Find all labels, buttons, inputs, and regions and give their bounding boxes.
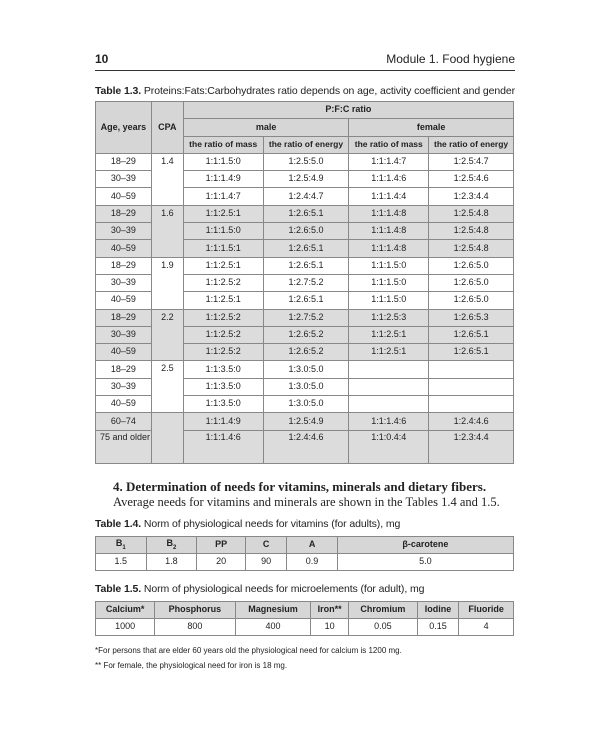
ratio-cell-m-mass: 1:1:2.5:2 [183,344,263,361]
table-row [96,413,514,430]
ratio-cell-m-energy: 1:2.5:4.9 [263,171,349,188]
age-cell: 40–59 [96,292,152,309]
cpa-cell: 1.6 [151,205,183,257]
ratio-cell-f-mass: 1:1:1.5:0 [349,274,429,291]
col-female-header: female [349,119,514,136]
ratio-cell-f-energy: 1:2.5:4.7 [429,153,514,170]
pfc-ratio-table [95,101,514,464]
col-male-header: male [183,119,349,136]
ratio-cell-m-mass: 1:1:1.4:9 [183,413,263,430]
ratio-cell-m-mass: 1:1:1.5:0 [183,153,263,170]
ratio-cell-m-mass: 1:1:3.5:0 [183,378,263,395]
male-energy-header: the ratio of energy [263,136,349,153]
page-number: 10 [95,52,109,66]
col-pfc-header: P:F:C ratio [183,102,513,119]
header-divider [95,70,515,71]
ratio-cell-m-energy: 1:2.6:5.0 [263,223,349,240]
ratio-cell-m-mass: 1:1:2.5:2 [183,274,263,291]
female-energy-header: the ratio of energy [429,136,514,153]
table-row [96,361,514,378]
cpa-cell: 1.9 [151,257,183,309]
table14-caption-text: Norm of physiological needs for vitamins (for adults), mg [143,518,401,530]
ratio-cell-f-energy: 1:2.3:4.4 [429,188,514,205]
ratio-cell-m-mass: 1:1:1.5:1 [183,240,263,257]
age-cell: 60–74 [96,413,152,430]
microelement-value: 4 [459,619,514,636]
age-cell: 40–59 [96,396,152,413]
ratio-cell-m-mass: 1:1:3.5:0 [183,361,263,378]
ratio-cell-f-energy: 1:2.6:5.0 [429,274,514,291]
microelement-header: Iodine [417,602,458,619]
vitamin-header: β-carotene [337,537,513,554]
ratio-cell-m-energy: 1:2.6:5.1 [263,205,349,222]
ratio-cell-f-energy: 1:2.6:5.0 [429,292,514,309]
ratio-cell-f-energy [429,378,514,395]
ratio-cell-f-energy: 1:2.6:5.1 [429,326,514,343]
section-intro: Average needs for vitamins and minerals are shown in the Tables 1.4 and 1.5. [113,495,500,509]
ratio-cell-f-energy: 1:2.6:5.3 [429,309,514,326]
ratio-cell-m-energy: 1:3.0:5.0 [263,361,349,378]
ratio-cell-f-mass [349,361,429,378]
age-cell: 30–39 [96,171,152,188]
microelement-header: Phosphorus [155,602,235,619]
ratio-cell-m-mass: 1:1:1.4:7 [183,188,263,205]
vitamin-value: 0.9 [287,554,338,571]
microelement-header: Iron** [311,602,349,619]
table15-caption-text: Norm of physiological needs for microelements (for adult), mg [143,583,425,595]
ratio-cell-f-energy: 1:2.5:4.6 [429,171,514,188]
male-mass-header: the ratio of mass [183,136,263,153]
section-heading: 4. Determination of needs for vitamins, minerals and dietary fibers. [113,479,487,494]
cpa-cell: 2.5 [151,361,183,413]
ratio-cell-m-mass: 1:1:1.4:6 [183,430,263,463]
ratio-cell-m-mass: 1:1:1.4:9 [183,171,263,188]
table15-caption-label: Table 1.5. [95,583,142,595]
vitamin-b1-header: $B_1$ [96,537,147,554]
vitamin-value: 1.8 [146,554,197,571]
ratio-cell-f-energy: 1:2.6:5.0 [429,257,514,274]
vitamin-value: 5.0 [337,554,513,571]
age-cell: 18–29 [96,205,152,222]
ratio-cell-f-mass: 1:1:2.5:3 [349,309,429,326]
ratio-cell-m-energy: 1:2.4:4.7 [263,188,349,205]
cpa-cell: 2.2 [151,309,183,361]
microelement-header: Fluoride [459,602,514,619]
age-cell: 30–39 [96,274,152,291]
ratio-cell-f-energy: 1:2.5:4.8 [429,205,514,222]
ratio-cell-m-energy: 1:2.6:5.1 [263,240,349,257]
table14-caption-label: Table 1.4. [95,518,142,530]
microelement-value: 0.15 [417,619,458,636]
pfc-table-body [96,153,514,463]
microelement-header: Chromium [348,602,417,619]
microelement-value: 800 [155,619,235,636]
col-age-header: Age, years [96,102,152,154]
age-cell: 30–39 [96,326,152,343]
ratio-cell-f-mass: 1:1:1.5:0 [349,257,429,274]
microelement-value: 0.05 [348,619,417,636]
module-title: Module 1. Food hygiene [386,52,515,66]
ratio-cell-m-mass: 1:1:2.5:1 [183,257,263,274]
microelement-header: Calcium* [96,602,155,619]
ratio-cell-f-mass: 1:1:1.4:6 [349,171,429,188]
vitamins-table [95,536,514,571]
table-row [96,205,514,222]
ratio-cell-f-energy: 1:2.3:4.4 [429,430,514,463]
ratio-cell-m-mass: 1:1:1.5:0 [183,223,263,240]
age-cell: 18–29 [96,153,152,170]
ratio-cell-m-energy: 1:2.6:5.2 [263,326,349,343]
age-cell: 40–59 [96,344,152,361]
vitamin-header: A [287,537,338,554]
ratio-cell-f-mass: 1:1:1.4:8 [349,223,429,240]
ratio-cell-m-energy: 1:2.6:5.1 [263,257,349,274]
ratio-cell-f-mass: 1:1:1.4:8 [349,205,429,222]
ratio-cell-m-mass: 1:1:2.5:2 [183,326,263,343]
microelement-value: 400 [235,619,311,636]
ratio-cell-f-mass: 1:1:2.5:1 [349,344,429,361]
ratio-cell-f-mass: 1:1:1.4:4 [349,188,429,205]
page-header [95,52,515,68]
ratio-cell-m-mass: 1:1:2.5:1 [183,292,263,309]
age-cell: 30–39 [96,378,152,395]
age-cell: 18–29 [96,257,152,274]
age-cell: 18–29 [96,361,152,378]
table15-caption [95,583,424,595]
ratio-cell-m-energy: 1:2.6:5.1 [263,292,349,309]
ratio-cell-m-energy: 1:2.7:5.2 [263,274,349,291]
ratio-cell-f-mass [349,378,429,395]
table-row [96,309,514,326]
ratio-cell-m-energy: 1:3.0:5.0 [263,378,349,395]
ratio-cell-f-mass [349,396,429,413]
age-cell: 40–59 [96,240,152,257]
table13-caption-label: Table 1.3. [95,85,142,97]
age-cell: 75 and older [96,430,152,463]
table14-caption [95,518,400,530]
col-cpa-header: CPA [151,102,183,154]
ratio-cell-f-mass: 1:1:0.4:4 [349,430,429,463]
vitamin-header: C [246,537,287,554]
vitamin-value: 1.5 [96,554,147,571]
ratio-cell-f-energy [429,396,514,413]
vitamin-header: PP [197,537,246,554]
ratio-cell-m-energy: 1:2.5:5.0 [263,153,349,170]
table-row [96,153,514,170]
ratio-cell-f-mass: 1:1:1.4:7 [349,153,429,170]
female-mass-header: the ratio of mass [349,136,429,153]
ratio-cell-f-energy: 1:2.5:4.8 [429,223,514,240]
ratio-cell-m-mass: 1:1:3.5:0 [183,396,263,413]
ratio-cell-f-mass: 1:1:2.5:1 [349,326,429,343]
footnote-calcium: *For persons that are elder 60 years old the physiological need for calcium is 1200 mg. [95,646,402,655]
age-cell: 40–59 [96,188,152,205]
vitamin-value: 20 [197,554,246,571]
ratio-cell-f-energy [429,361,514,378]
microelement-header: Magnesium [235,602,311,619]
ratio-cell-m-energy: 1:2.5:4.9 [263,413,349,430]
ratio-cell-m-mass: 1:1:2.5:1 [183,205,263,222]
ratio-cell-f-mass: 1:1:1.4:6 [349,413,429,430]
ratio-cell-f-energy: 1:2.6:5.1 [429,344,514,361]
microelement-value: 10 [311,619,349,636]
table13-caption-text: Proteins:Fats:Carbohydrates ratio depends on age, activity coefficient and gender [143,85,516,97]
age-cell: 18–29 [96,309,152,326]
cpa-cell: 1.4 [151,153,183,205]
microelement-value: 1000 [96,619,155,636]
ratio-cell-f-energy: 1:2.5:4.8 [429,240,514,257]
table-row [96,257,514,274]
vitamin-b2-header: $B_2$ [146,537,197,554]
ratio-cell-m-energy: 1:2.7:5.2 [263,309,349,326]
ratio-cell-f-energy: 1:2.4:4.6 [429,413,514,430]
ratio-cell-f-mass: 1:1:1.5:0 [349,292,429,309]
cpa-cell [151,413,183,463]
microelements-table [95,601,514,636]
age-cell: 30–39 [96,223,152,240]
ratio-cell-m-energy: 1:2.6:5.2 [263,344,349,361]
ratio-cell-m-mass: 1:1:2.5:2 [183,309,263,326]
footnote-iron: ** For female, the physiological need for iron is 18 mg. [95,661,288,670]
ratio-cell-m-energy: 1:2.4:4.6 [263,430,349,463]
ratio-cell-m-energy: 1:3.0:5.0 [263,396,349,413]
table13-caption [95,85,515,97]
ratio-cell-f-mass: 1:1:1.4:8 [349,240,429,257]
vitamin-value: 90 [246,554,287,571]
